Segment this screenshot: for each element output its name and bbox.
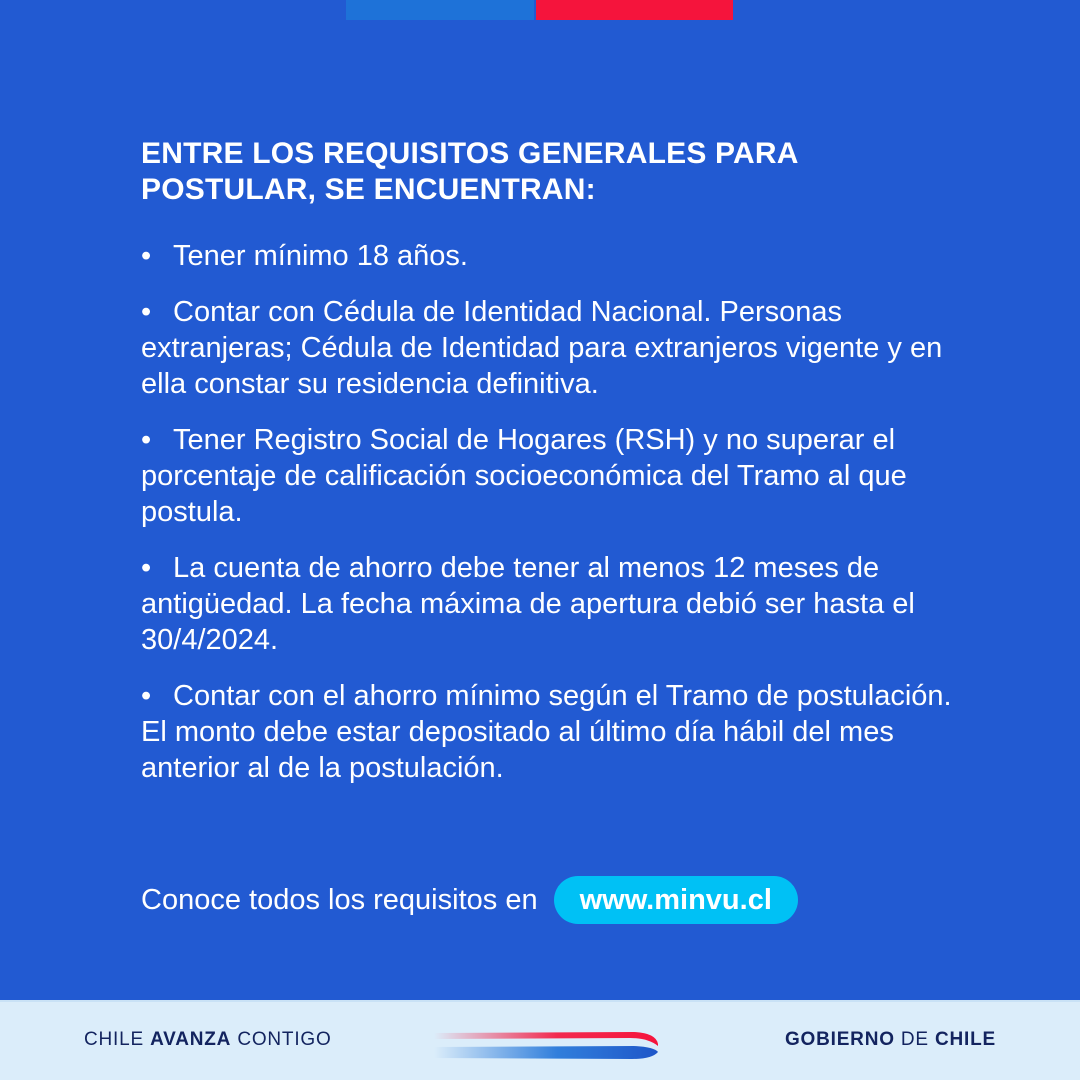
footer — [0, 1000, 1080, 1080]
footer-slogan — [84, 1029, 332, 1051]
cta-row — [141, 876, 798, 924]
bullet-icon: • — [141, 680, 152, 712]
requirement-text: Contar con el ahorro mínimo según el Tramo de postulación. El monto debe estar depositado al último día hábil del mes anterior al de la postulación. — [141, 680, 952, 784]
swoosh-logo-icon — [434, 1026, 660, 1060]
bullet-icon: • — [141, 296, 152, 328]
list-item — [141, 238, 961, 274]
bullet-icon: • — [141, 552, 152, 584]
slogan-word-3: CONTIGO — [237, 1029, 332, 1050]
flag-stripe-blue — [346, 0, 534, 20]
page-title: ENTRE LOS REQUISITOS GENERALES PARA POSTULAR, SE ENCUENTRAN: — [141, 137, 798, 206]
list-item — [141, 422, 961, 530]
flag-stripe-red — [536, 0, 733, 20]
bullet-icon: • — [141, 424, 152, 456]
cta-text: Conoce todos los requisitos en — [141, 883, 538, 916]
gov-word-3: CHILE — [935, 1029, 996, 1050]
slogan-word-1: CHILE — [84, 1029, 144, 1050]
list-item — [141, 550, 961, 658]
slogan-word-2: AVANZA — [150, 1029, 232, 1050]
requirement-text: Tener mínimo 18 años. — [173, 240, 468, 272]
gov-word-1: GOBIERNO — [784, 1029, 895, 1050]
requirements-list — [141, 238, 961, 786]
list-item — [141, 678, 961, 786]
government-logo-text — [785, 1029, 996, 1051]
gov-word-2: DE — [900, 1029, 929, 1050]
list-item — [141, 294, 961, 402]
requirement-text: Contar con Cédula de Identidad Nacional. Personas extranjeras; Cédula de Identidad para extranjeros vigente y en ella constar su residencia definitiva. — [141, 296, 943, 400]
bullet-icon: • — [141, 240, 152, 272]
requirements-panel — [141, 136, 961, 806]
website-link[interactable]: www.minvu.cl — [554, 876, 798, 924]
requirement-text: Tener Registro Social de Hogares (RSH) y no superar el porcentaje de calificación socioeconómica del Tramo al que postula. — [141, 424, 907, 528]
requirement-text: La cuenta de ahorro debe tener al menos 12 meses de antigüedad. La fecha máxima de apertura debió ser hasta el 30/4/2024. — [141, 552, 915, 656]
